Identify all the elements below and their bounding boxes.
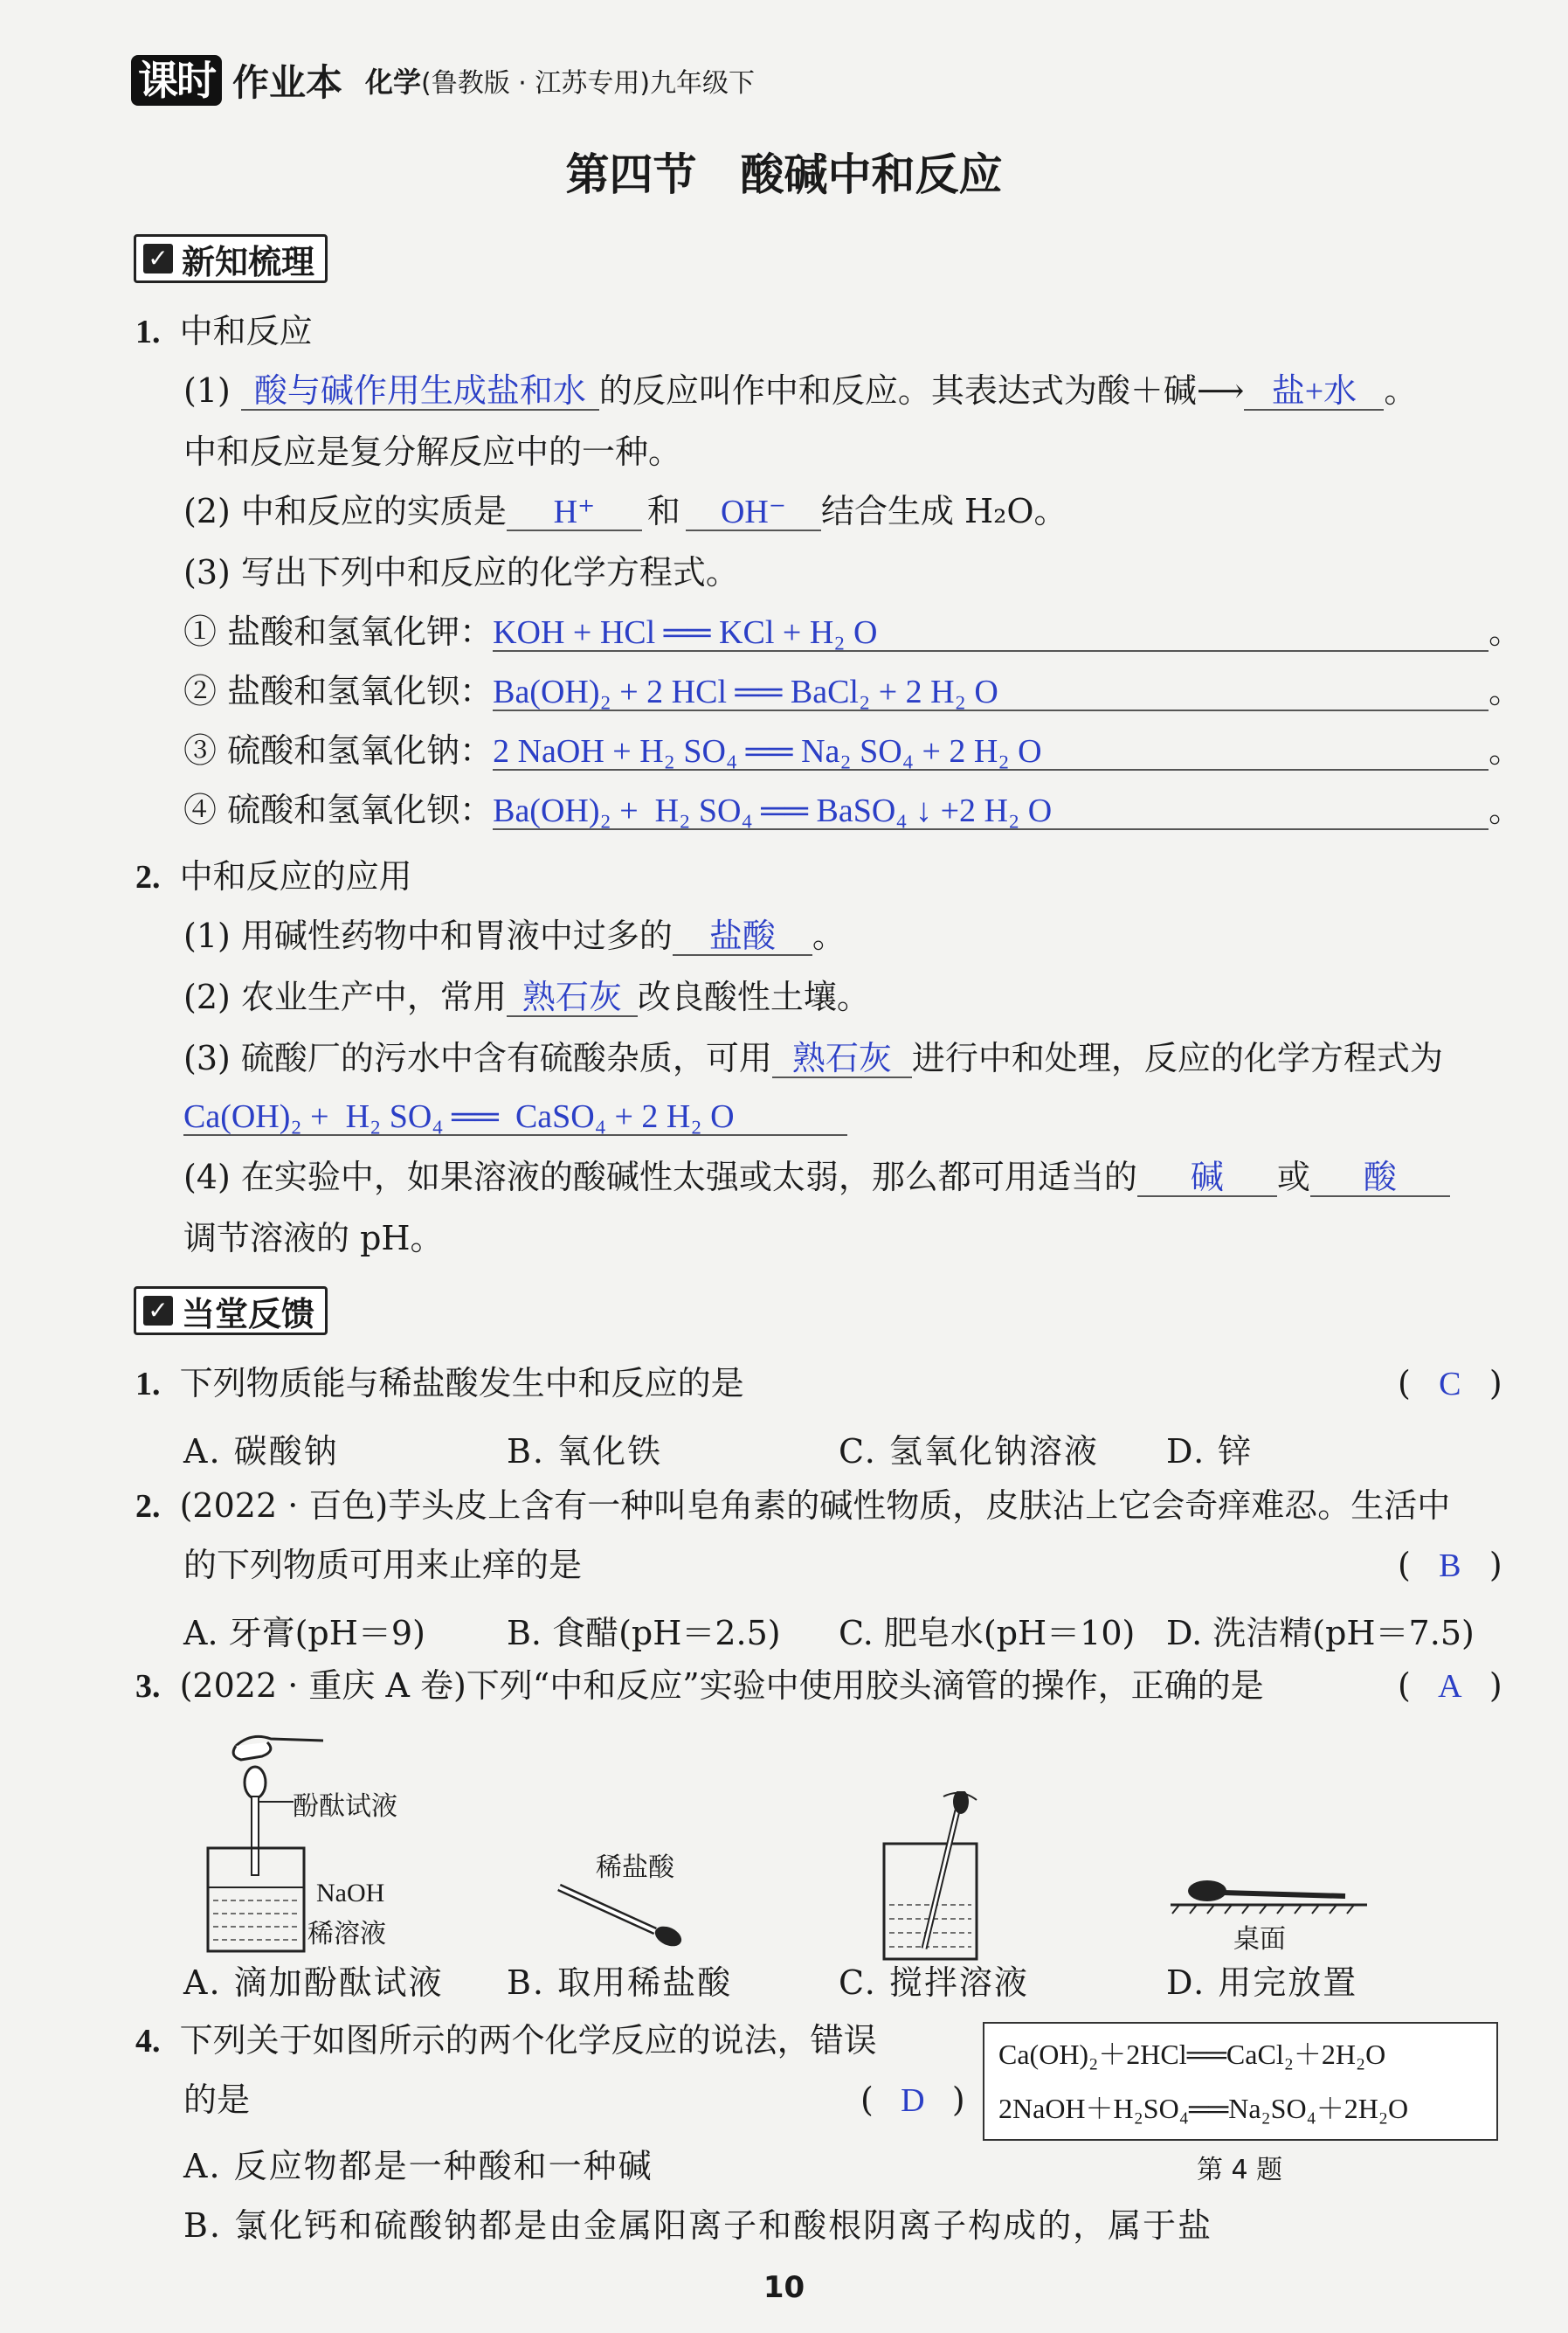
figure-b-dropper-tilted: [550, 1879, 690, 1949]
option: C. 肥皂水(pH＝10): [839, 1614, 1136, 1652]
option: A. 反应物都是一种酸和一种碱: [183, 2147, 653, 2185]
answer-parens: ( B ): [1398, 1546, 1502, 1584]
option: D. 用完放置: [1166, 1963, 1358, 2002]
header: [131, 54, 755, 107]
answer-blank: H⁺: [507, 495, 642, 531]
equation-blank: Ba(OH)₂ + H₂ SO₄ ══ BaSO₄ ↓ +2 H₂ O: [493, 793, 1489, 830]
q1-p1-line2: 中和反应是复分解反应中的一种。: [183, 433, 682, 471]
answer-parens: ( D ): [860, 2080, 965, 2119]
answer-blank: 碱: [1137, 1160, 1277, 1197]
q1-p1: (1) 酸与碱作用生成盐和水 的反应叫作中和反应。其表达式为酸＋碱⟶ 盐+水 。: [183, 371, 1418, 410]
answer-blank: 熟石灰: [507, 980, 638, 1017]
answer-blank: 熟石灰: [772, 1042, 912, 1078]
answer-parens: ( A ): [1398, 1666, 1502, 1705]
label-naoh: NaOH: [316, 1879, 385, 1907]
q2-a1: (1) 用碱性药物中和胃液中过多的 盐酸 。: [183, 917, 846, 955]
q1-p3: (3) 写出下列中和反应的化学方程式。: [183, 553, 739, 592]
page-number: 10: [763, 2270, 805, 2305]
eq-row: ① 盐酸和氢氧化钾：KOH + HCl ══ KCl + H₂ O 。: [183, 613, 1523, 651]
fb-q2-line2: 的下列物质可用来止痒的是: [183, 1546, 583, 1584]
fb-q2: 2. (2022 · 百色)芋头皮上含有一种叫皂角素的碱性物质，皮肤沾上它会奇痒难忍。生活中: [135, 1486, 1451, 1525]
answer-blank: 盐酸: [673, 919, 812, 956]
section-tag-new-knowledge: ✓ 新知梳理: [134, 234, 328, 283]
box-equation-1: Ca(OH)₂＋2HCl══CaCl₂＋2H₂O: [998, 2039, 1386, 2070]
label-hcl: 稀盐酸: [596, 1852, 674, 1883]
option: C. 搅拌溶液: [839, 1963, 1029, 2002]
q2-heading: 2. 中和反应的应用: [135, 857, 412, 896]
q1-heading: 1. 中和反应: [135, 312, 313, 350]
q2-a3: (3) 硫酸厂的污水中含有硫酸杂质，可用 熟石灰 进行中和处理，反应的化学方程式为: [183, 1039, 1443, 1077]
answer-blank: 盐+水: [1244, 374, 1384, 411]
q2-a3-equation: [183, 1096, 847, 1136]
checkbox-icon: ✓: [143, 244, 173, 273]
option: C. 氢氧化钠溶液: [839, 1432, 1099, 1471]
edition: (鲁教版 · 江苏专用): [421, 68, 651, 99]
equation-blank: 2 NaOH + H₂ SO₄ ══ Na₂ SO₄ + 2 H₂ O: [493, 734, 1489, 771]
subject: 化学: [365, 66, 422, 99]
answer-blank: OH⁻: [686, 495, 821, 531]
option: D. 洗洁精(pH＝7.5): [1166, 1614, 1475, 1652]
figure-c-stirring: [874, 1791, 996, 1966]
equation-blank: Ba(OH)₂ + 2 HCl ══ BaCl₂ + 2 H₂ O: [493, 675, 1489, 711]
label-naoh-solution: 稀溶液: [307, 1919, 386, 1949]
eq-row: ④ 硫酸和氢氧化钡：Ba(OH)₂ + H₂ SO₄ ══ BaSO₄ ↓ +2 H₂ O 。: [183, 791, 1523, 829]
grade: 九年级下: [650, 68, 756, 99]
fb-q4-line2: 的是: [183, 2080, 251, 2119]
fb-q4: 4. 下列关于如图所示的两个化学反应的说法，错误: [135, 2021, 877, 2060]
box-equation-2: 2NaOH＋H₂SO₄══Na₂SO₄＋2H₂O: [998, 2093, 1409, 2124]
fb-q1: 1. 下列物质能与稀盐酸发生中和反应的是: [135, 1364, 744, 1402]
checkbox-icon: ✓: [143, 1296, 173, 1326]
q2-a4-line2: 调节溶液的 pH。: [183, 1219, 444, 1257]
option: D. 锌: [1166, 1432, 1254, 1471]
option: A. 碳酸钠: [183, 1432, 339, 1471]
answer-blank: 酸: [1310, 1160, 1450, 1197]
figure-caption: 第 4 题: [1197, 2155, 1283, 2185]
option: B. 取用稀盐酸: [507, 1963, 733, 2002]
book-name: 作业本: [232, 61, 343, 104]
answer-blank: 酸与碱作用生成盐和水: [241, 374, 599, 411]
q2-a4: (4) 在实验中，如果溶液的酸碱性太强或太弱，那么都可用适当的 碱 或 酸: [183, 1157, 1450, 1197]
label-leader-line: [259, 1800, 294, 1803]
option: B. 食醋(pH＝2.5): [507, 1614, 781, 1652]
label-phenol: 酚酞试液: [293, 1791, 397, 1822]
option: B. 氯化钙和硫酸钠都是由金属阳离子和酸根阴离子构成的，属于盐: [183, 2206, 1213, 2245]
section-tag-class-feedback: ✓ 当堂反馈: [134, 1286, 328, 1335]
label-desk: 桌面: [1233, 1924, 1286, 1955]
option: B. 氧化铁: [507, 1432, 663, 1471]
option: A. 牙膏(pH＝9): [183, 1614, 425, 1652]
fb-q3: 3. (2022 · 重庆 A 卷)下列“中和反应”实验中使用胶头滴管的操作，正确的是: [135, 1666, 1264, 1705]
q1-p2: (2) 中和反应的实质是 H⁺ 和 OH⁻ 结合生成 H₂O。: [183, 492, 1067, 530]
answer-parens: ( C ): [1398, 1364, 1502, 1402]
page-title: 第四节 酸碱中和反应: [565, 149, 1003, 200]
equation-blank: KOH + HCl ══ KCl + H₂ O: [493, 615, 1489, 652]
q2-a2: (2) 农业生产中，常用 熟石灰 改良酸性土壤。: [183, 978, 870, 1016]
equation-box: [983, 2022, 1498, 2141]
option: A. 滴加酚酞试液: [183, 1963, 444, 2002]
brand-logo: 课时: [131, 55, 222, 106]
eq-row: ③ 硫酸和氢氧化钠：2 NaOH + H₂ SO₄ ══ Na₂ SO₄ + 2 H₂ O 。: [183, 731, 1523, 770]
equation-blank: Ca(OH)₂ + H₂ SO₄ ══ CaSO₄ + 2 H₂ O: [183, 1099, 847, 1136]
eq-row: ② 盐酸和氢氧化钡：Ba(OH)₂ + 2 HCl ══ BaCl₂ + 2 H₂ O 。: [183, 672, 1523, 710]
figure-d-dropper-on-desk: [1171, 1870, 1371, 1922]
